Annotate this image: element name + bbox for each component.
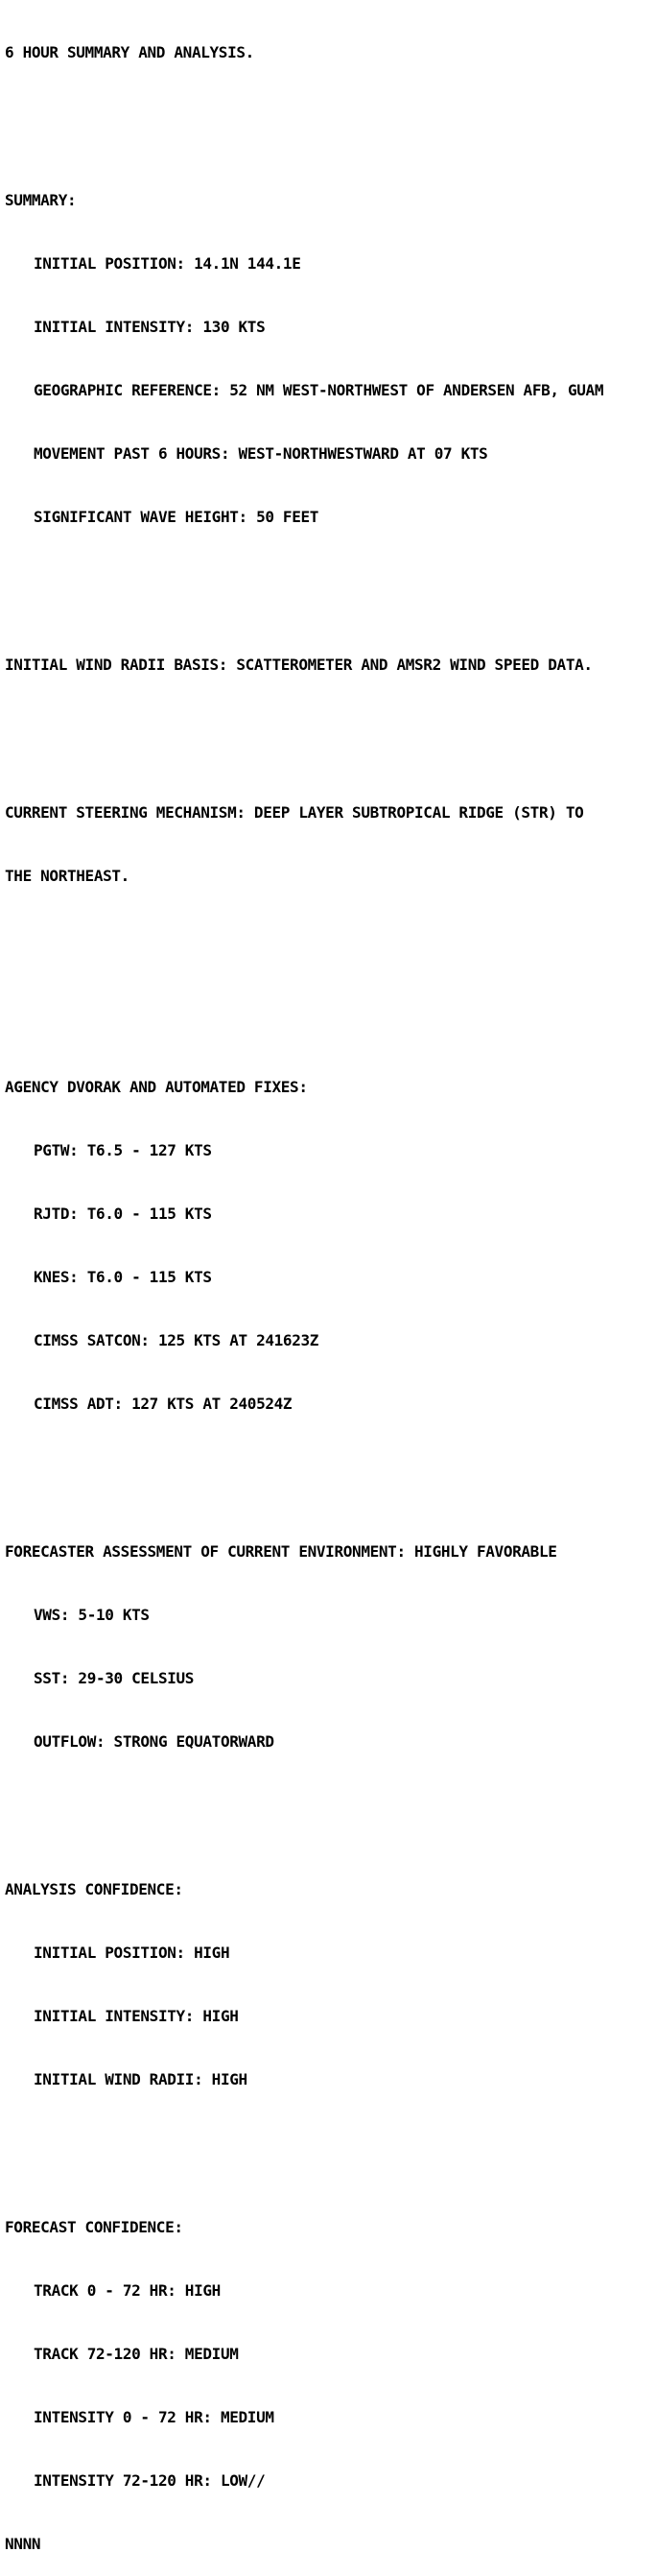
spacer xyxy=(5,992,603,1014)
environment-item: OUTFLOW: STRONG EQUATORWARD xyxy=(34,1732,274,1751)
summary-initial-intensity: INITIAL INTENSITY: 130 KTS xyxy=(34,318,266,336)
forecast-confidence-item: TRACK 0 - 72 HR: HIGH xyxy=(34,2281,221,2300)
forecast-confidence-item: TRACK 72-120 HR: MEDIUM xyxy=(34,2345,239,2363)
summary-initial-position: INITIAL POSITION: 14.1N 144.1E xyxy=(34,254,301,273)
fix-item: KNES: T6.0 - 115 KTS xyxy=(34,1268,212,1286)
fix-item: CIMSS SATCON: 125 KTS AT 241623Z xyxy=(34,1331,319,1349)
forecast-confidence-heading: FORECAST CONFIDENCE: xyxy=(5,2218,183,2236)
bulletin-header: 6 HOUR SUMMARY AND ANALYSIS. xyxy=(5,43,254,61)
steering-line-1: CURRENT STEERING MECHANISM: DEEP LAYER SUBTROPICAL RIDGE (STR) TO xyxy=(5,803,584,822)
spacer xyxy=(5,570,603,591)
summary-geographic-reference: GEOGRAPHIC REFERENCE: 52 NM WEST-NORTHWEST OF ANDERSEN AFB, GUAM xyxy=(34,381,604,399)
spacer xyxy=(5,718,603,739)
steering-line-2: THE NORTHEAST. xyxy=(5,867,129,885)
analysis-confidence-item: INITIAL INTENSITY: HIGH xyxy=(34,2007,239,2025)
spacer xyxy=(5,106,603,127)
analysis-confidence-item: INITIAL POSITION: HIGH xyxy=(34,1944,230,1962)
analysis-confidence-item: INITIAL WIND RADII: HIGH xyxy=(34,2070,247,2088)
environment-item: VWS: 5-10 KTS xyxy=(34,1606,150,1624)
environment-item: SST: 29-30 CELSIUS xyxy=(34,1669,195,1687)
fixes-heading: AGENCY DVORAK AND AUTOMATED FIXES: xyxy=(5,1078,308,1096)
spacer xyxy=(5,1795,603,1816)
bulletin-footer: NNNN xyxy=(5,2535,41,2553)
fix-item: PGTW: T6.5 - 127 KTS xyxy=(34,1141,212,1159)
fix-item: RJTD: T6.0 - 115 KTS xyxy=(34,1205,212,1223)
wind-radii-basis: INITIAL WIND RADII BASIS: SCATTEROMETER AND AMSR2 WIND SPEED DATA. xyxy=(5,656,593,674)
forecast-confidence-item: INTENSITY 72-120 HR: LOW// xyxy=(34,2471,266,2490)
bulletin-document xyxy=(5,0,603,2576)
spacer xyxy=(5,2133,603,2154)
analysis-confidence-heading: ANALYSIS CONFIDENCE: xyxy=(5,1880,183,1898)
summary-wave-height: SIGNIFICANT WAVE HEIGHT: 50 FEET xyxy=(34,508,319,526)
spacer xyxy=(5,1457,603,1478)
spacer xyxy=(5,929,603,950)
environment-heading: FORECASTER ASSESSMENT OF CURRENT ENVIRONMENT: HIGHLY FAVORABLE xyxy=(5,1542,557,1561)
summary-heading: SUMMARY: xyxy=(5,191,77,209)
fix-item: CIMSS ADT: 127 KTS AT 240524Z xyxy=(34,1395,293,1413)
forecast-confidence-item: INTENSITY 0 - 72 HR: MEDIUM xyxy=(34,2408,274,2426)
summary-movement: MOVEMENT PAST 6 HOURS: WEST-NORTHWESTWARD AT 07 KTS xyxy=(34,444,488,463)
